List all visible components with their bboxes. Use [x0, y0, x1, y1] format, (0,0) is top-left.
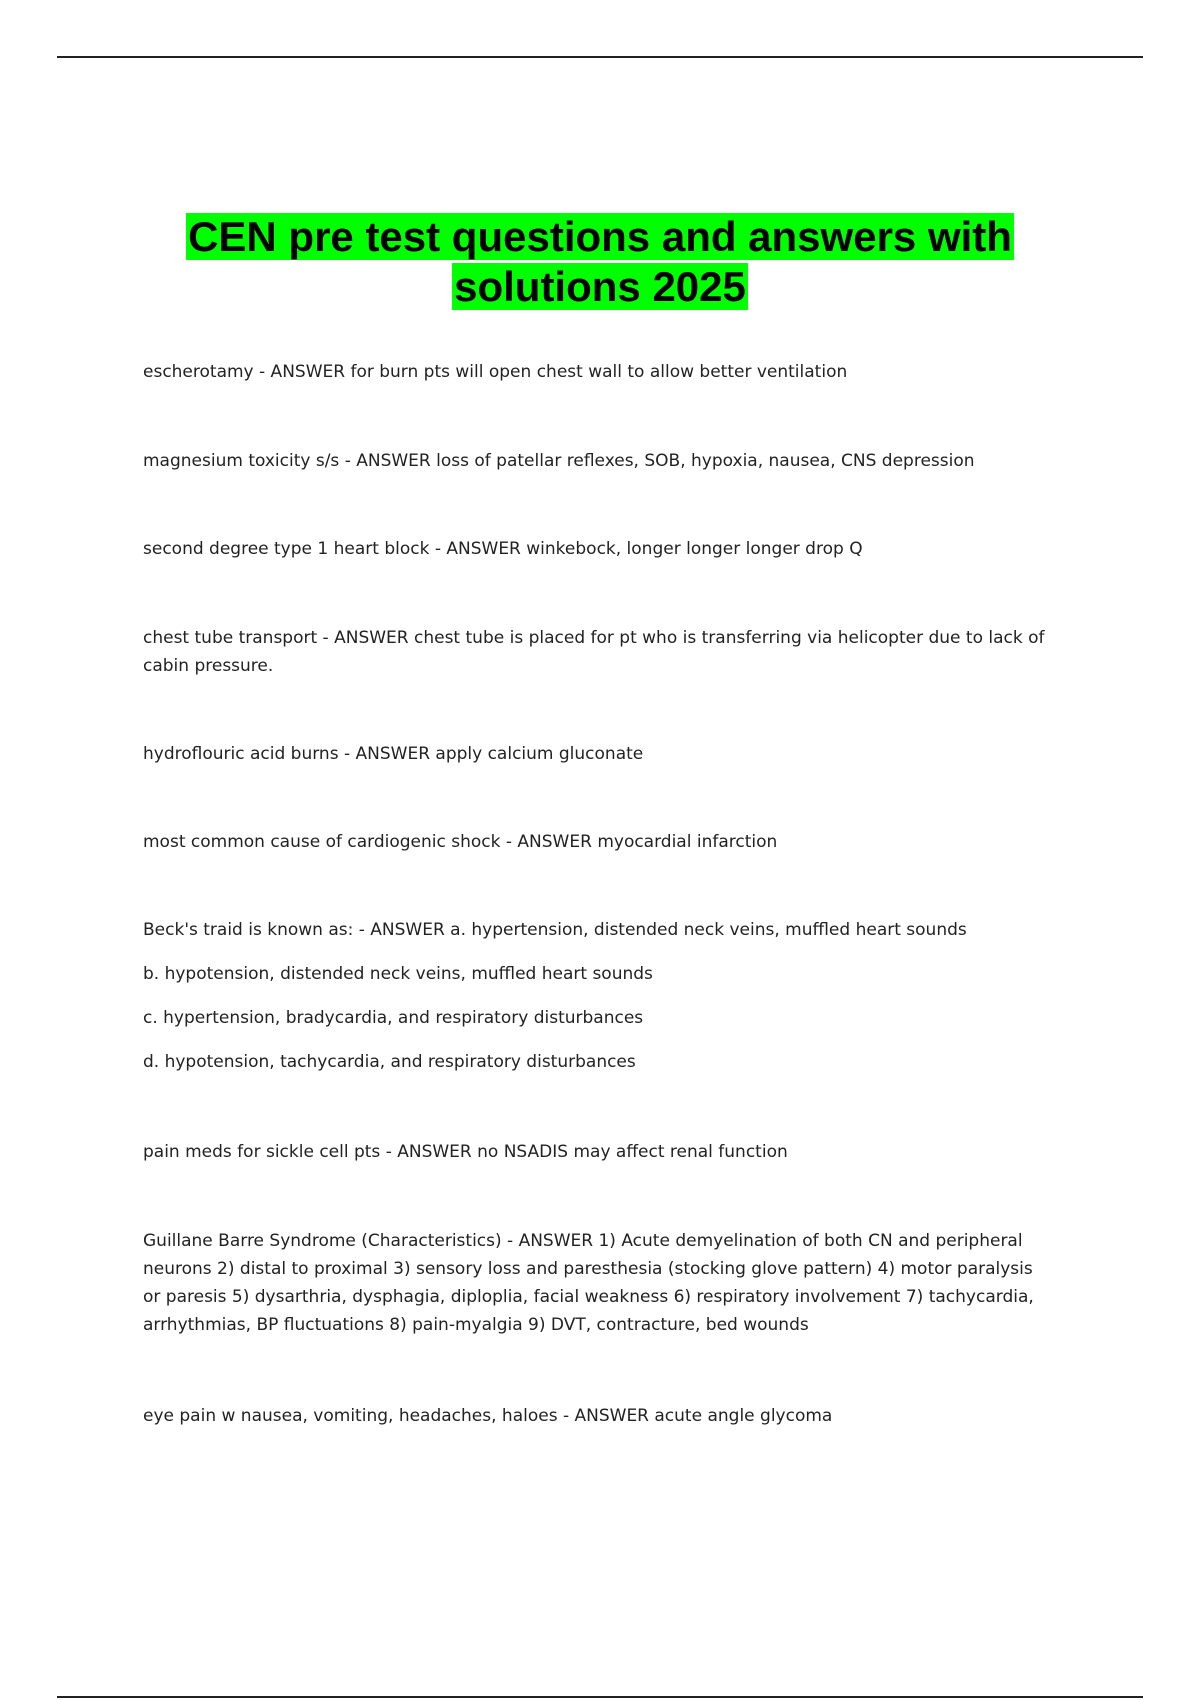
qa-item: pain meds for sickle cell pts - ANSWER no NSADIS may affect renal function: [143, 1142, 788, 1162]
title-line-2: solutions 2025: [454, 263, 746, 310]
qa-item: magnesium toxicity s/s - ANSWER loss of patellar reflexes, SOB, hypoxia, nausea, CNS depression: [143, 451, 975, 471]
qa-item: escherotamy - ANSWER for burn pts will open chest wall to allow better ventilation: [143, 362, 848, 382]
bottom-divider: [57, 1696, 1143, 1698]
answer-option-c: c. hypertension, bradycardia, and respiratory disturbances: [143, 1008, 644, 1028]
qa-item: chest tube transport - ANSWER chest tube is placed for pt who is transferring via helicopter due to lack of cabin pressure.: [143, 628, 1045, 676]
answer-option-d: d. hypotension, tachycardia, and respiratory disturbances: [143, 1052, 636, 1072]
document-title: [100, 212, 1100, 312]
qa-item: hydroflouric acid burns - ANSWER apply calcium gluconate: [143, 744, 644, 764]
qa-item: Guillane Barre Syndrome (Characteristics) - ANSWER 1) Acute demyelination of both CN and peripheral neurons 2) distal to proximal 3) sensory loss and paresthesia (stocking glove pattern) 4) motor paralysis or paresis 5) dysarthria, dysphagia, diploplia, facial weakness 6) respiratory involvement 7) tachycardia, arrhythmias, BP fluctuations 8) pain-myalgia 9) DVT, contracture, bed wounds: [143, 1231, 1034, 1335]
answer-option-b: b. hypotension, distended neck veins, muffled heart sounds: [143, 964, 653, 984]
qa-item: second degree type 1 heart block - ANSWER winkebock, longer longer longer drop Q: [143, 539, 863, 559]
qa-item: most common cause of cardiogenic shock - ANSWER myocardial infarction: [143, 832, 778, 852]
qa-item: eye pain w nausea, vomiting, headaches, haloes - ANSWER acute angle glycoma: [143, 1406, 833, 1426]
top-divider: [57, 56, 1143, 58]
title-line-1: CEN pre test questions and answers with: [188, 213, 1012, 260]
qa-item-multiple-choice: [143, 916, 1053, 1076]
qa-question: Beck's traid is known as: - ANSWER a. hypertension, distended neck veins, muffled heart sounds: [143, 920, 967, 940]
